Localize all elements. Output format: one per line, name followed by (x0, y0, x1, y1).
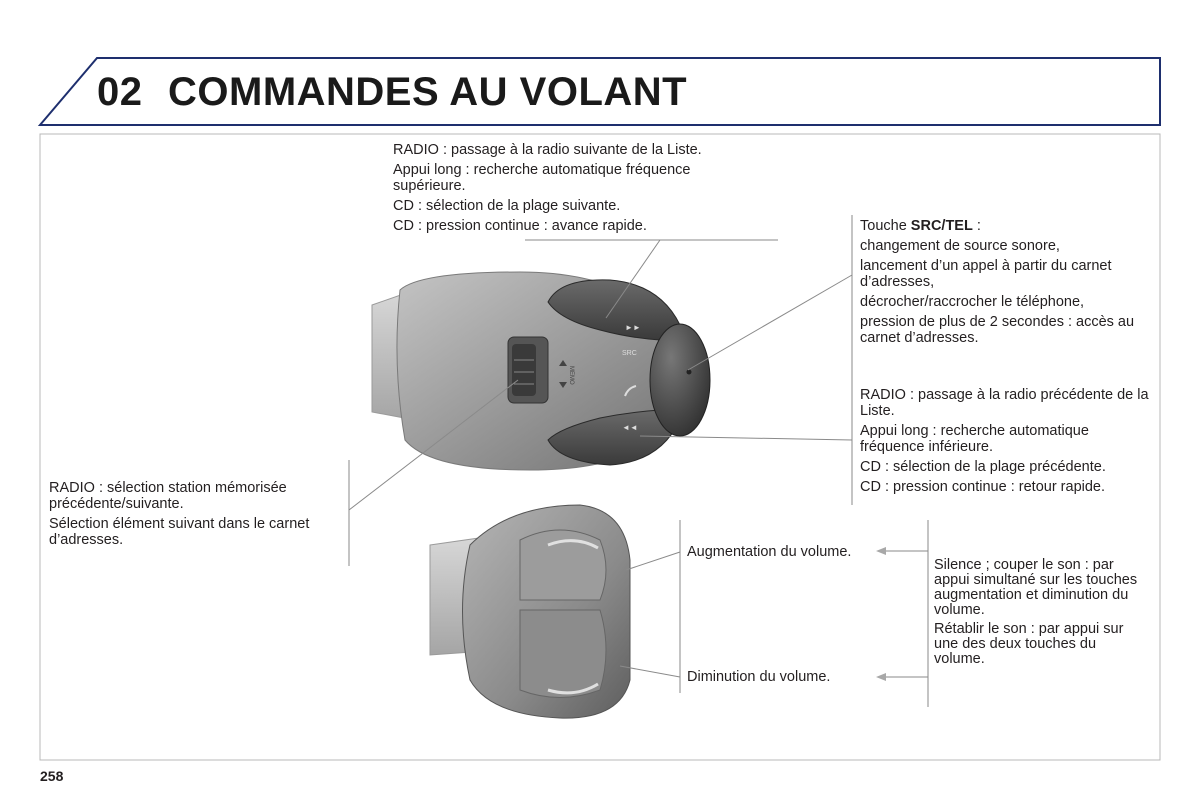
callout-memorised-station (49, 480, 344, 552)
callout-line: lancement d’un appel à partir du carnet d’adresses, (860, 258, 1112, 290)
callout-line: Appui long : recherche automatique fréquence supérieure. (393, 162, 691, 194)
callout-line: Appui long : recherche automatique fréquence inférieure. (860, 423, 1089, 455)
callout-src-tel (860, 218, 1150, 350)
callout-line: Rétablir le son : par appui sur une des deux touches du volume. (934, 621, 1124, 667)
callout-line: CD : pression continue : retour rapide. (860, 479, 1106, 495)
callout-line: RADIO : sélection station mémorisée précédente/suivante. (49, 480, 287, 512)
volume-control-illustration (430, 505, 630, 718)
page-number: 258 (40, 768, 64, 784)
heading-prefix: Touche (860, 218, 911, 234)
callout-line: Silence ; couper le son : par appui simultané sur les touches augmentation et diminution du volume. (934, 557, 1138, 618)
callout-line: changement de source sonore, (860, 238, 1060, 254)
callout-line: CD : sélection de la plage suivante. (393, 198, 621, 214)
src-tel-key: SRC/TEL (910, 218, 973, 234)
callout-silence (934, 558, 1149, 671)
callout-src-tel-heading (860, 218, 1150, 234)
callout-line: CD : sélection de la plage précédente. (860, 459, 1106, 475)
memo-label: MEMO (568, 366, 574, 385)
radio-control-illustration (372, 272, 710, 470)
callout-line: pression de plus de 2 secondes : accès au carnet d’adresses. (860, 314, 1135, 346)
heading-suffix: : (972, 218, 981, 234)
callout-next-station (393, 142, 753, 238)
ff-label: ►► (625, 323, 641, 332)
callout-line: RADIO : passage à la radio suivante de la Liste. (393, 142, 702, 158)
callout-line: Sélection élément suivant dans le carnet d’adresses. (49, 516, 310, 548)
callout-line: CD : pression continue : avance rapide. (393, 218, 647, 234)
chapter-number: 02 (97, 70, 143, 114)
callout-volume-down: Diminution du volume. (687, 669, 831, 685)
page-title: COMMANDES AU VOLANT (168, 70, 688, 114)
callout-line: décrocher/raccrocher le téléphone, (860, 294, 1085, 310)
rw-label: ◄◄ (622, 423, 638, 432)
callout-line: RADIO : passage à la radio précédente de la Liste. (860, 387, 1149, 419)
callout-previous-station (860, 387, 1150, 499)
callout-volume-up: Augmentation du volume. (687, 544, 852, 560)
src-label: SRC (622, 350, 637, 357)
